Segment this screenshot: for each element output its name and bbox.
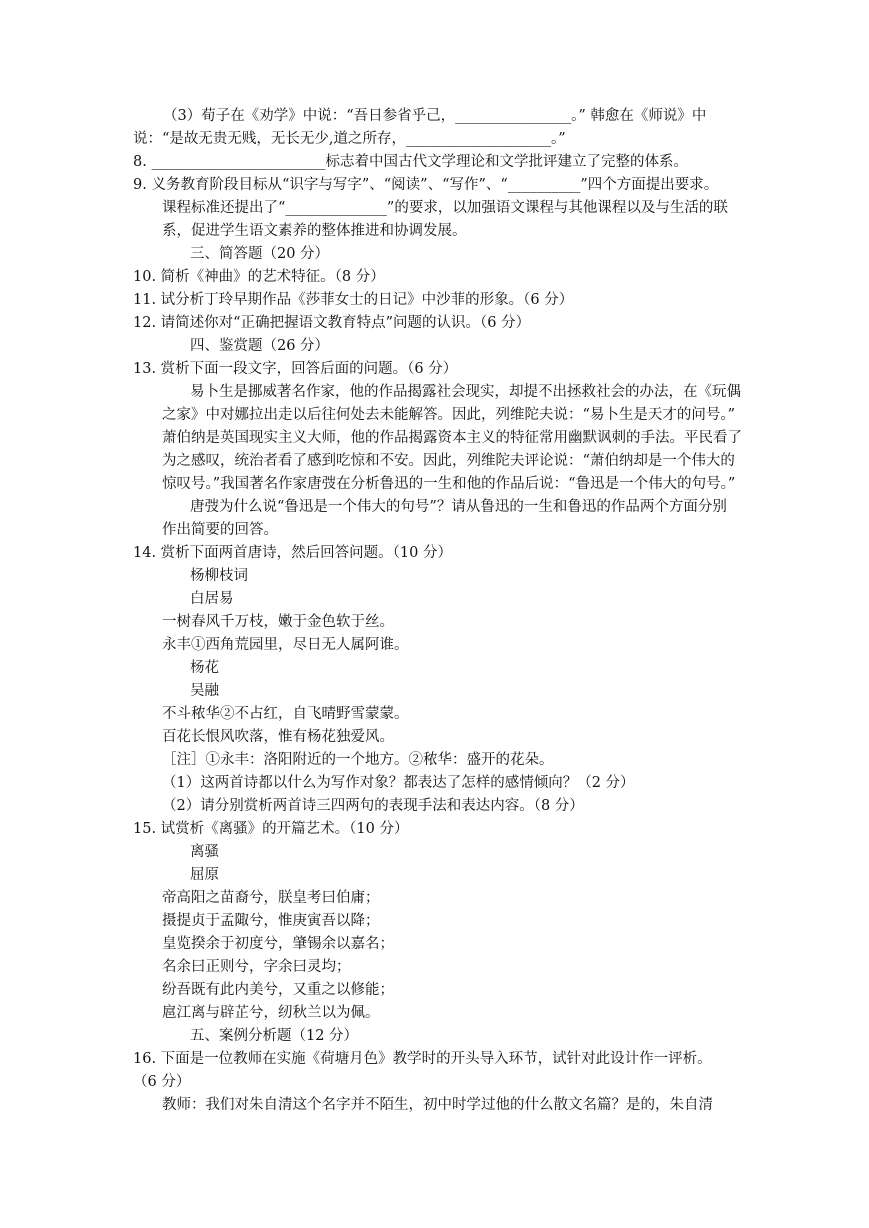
q13-passage-line2: 之家》中对娜拉出走以后往何处去未能解答。因此，列维陀夫说：“易卜生是天才的问号。”	[162, 407, 736, 423]
poem1-line2: 永丰①西角荒园里，尽日无人属阿谁。	[162, 637, 409, 653]
q14-sub1: （1）这两首诗都以什么为写作对象？都表达了怎样的感情倾向？（2 分）	[162, 775, 635, 791]
lisao-line5: 纷吾既有此内美兮，又重之以修能；	[162, 982, 394, 998]
lisao-line6: 扈江离与辟芷兮，纫秋兰以为佩。	[162, 1005, 380, 1021]
poem2-line2: 百花长恨风吹落，惟有杨花独爱风。	[162, 729, 394, 745]
q16-teacher-line: 教师：我们对朱自清这个名字并不陌生，初中时学过他的什么散文名篇？是的，朱自清	[162, 1097, 713, 1113]
q14: 14. 赏析下面两首唐诗，然后回答问题。（10 分）	[133, 545, 452, 561]
q13-passage-line3: 萧伯纳是英国现实主义大师，他的作品揭露资本主义的特征常用幽默讽刺的手法。平民看了	[162, 430, 742, 446]
lisao-author: 屈原	[190, 867, 219, 883]
q9-line2: 课程标准还提出了“______________”的要求，以加强语文课程与其他课程以及与生活的联	[162, 200, 728, 216]
poem2-line1: 不斗秾华②不占红，自飞晴野雪蒙蒙。	[162, 706, 409, 722]
poem1-title: 杨柳枝词	[190, 568, 248, 584]
poem-notes: ［注］①永丰：洛阳附近的一个地方。②秾华：盛开的花朵。	[162, 752, 554, 768]
q16-line1: 16. 下面是一位教师在实施《荷塘月色》教学时的开头导入环节，试针对此设计作一评析。	[133, 1051, 712, 1067]
q7-3-line2: 说：“是故无贵无贱，无长无少,道之所存，____________________。”	[133, 131, 566, 147]
q13: 13. 赏析下面一段文字，回答后面的问题。（6 分）	[133, 361, 458, 377]
q15: 15. 试赏析《离骚》的开篇艺术。（10 分）	[133, 821, 409, 837]
q9-line3: 系，促进学生语文素养的整体推进和协调发展。	[162, 223, 467, 239]
q11: 11. 试分析丁玲早期作品《莎菲女士的日记》中沙菲的形象。（6 分）	[133, 292, 574, 308]
q13-passage-line5: 惊叹号。”我国著名作家唐弢在分析鲁迅的一生和他的作品后说：“鲁迅是一个伟大的句号。”	[162, 476, 736, 492]
section-3-heading: 三、简答题（20 分）	[190, 246, 330, 262]
lisao-line1: 帝高阳之苗裔兮，朕皇考曰伯庸；	[162, 890, 380, 906]
poem2-title: 杨花	[190, 660, 219, 676]
poem2-author: 吴融	[190, 683, 219, 699]
q13-question-line2: 作出简要的回答。	[162, 522, 278, 538]
poem1-author: 白居易	[190, 591, 234, 607]
q9-line1: 9. 义务教育阶段目标从“识字与写字”、“阅读”、“写作”、“__________”四个方面提出要求。	[133, 177, 719, 193]
q12: 12. 请简述你对“正确把握语文教育特点”问题的认识。（6 分）	[133, 315, 531, 331]
q13-question-line1: 唐弢为什么说“鲁迅是一个伟大的句号”？请从鲁迅的一生和鲁迅的作品两个方面分别	[190, 499, 727, 515]
lisao-line4: 名余曰正则兮，字余曰灵均；	[162, 959, 351, 975]
q14-sub2: （2）请分别赏析两首诗三四两句的表现手法和表达内容。（8 分）	[162, 798, 584, 814]
section-5-heading: 五、案例分析题（12 分）	[190, 1028, 359, 1044]
lisao-title: 离骚	[190, 844, 219, 860]
lisao-line2: 摄提贞于孟陬兮，惟庚寅吾以降；	[162, 913, 380, 929]
q8-line: 8. ________________________标志着中国古代文学理论和文学批评建立了完整的体系。	[133, 154, 688, 170]
q10: 10. 简析《神曲》的艺术特征。（8 分）	[133, 269, 385, 285]
lisao-line3: 皇览揆余于初度兮，肇锡余以嘉名；	[162, 936, 394, 952]
q16-line2: （6 分）	[133, 1074, 191, 1090]
q13-passage-line1: 易卜生是挪威著名作家，他的作品揭露社会现实，却提不出拯救社会的办法，在《玩偶	[190, 384, 741, 400]
poem1-line1: 一树春风千万枝，嫩于金色软于丝。	[162, 614, 394, 630]
q7-3-line1: （3）荀子在《劝学》中说：“吾日参省乎己，________________。” 韩愈在《师说》中	[163, 108, 707, 124]
q13-passage-line4: 为之感叹，统治者看了感到吃惊和不安。因此，列维陀夫评论说：“萧伯纳却是一个伟大的	[162, 453, 735, 469]
section-4-heading: 四、鉴赏题（26 分）	[190, 338, 330, 354]
